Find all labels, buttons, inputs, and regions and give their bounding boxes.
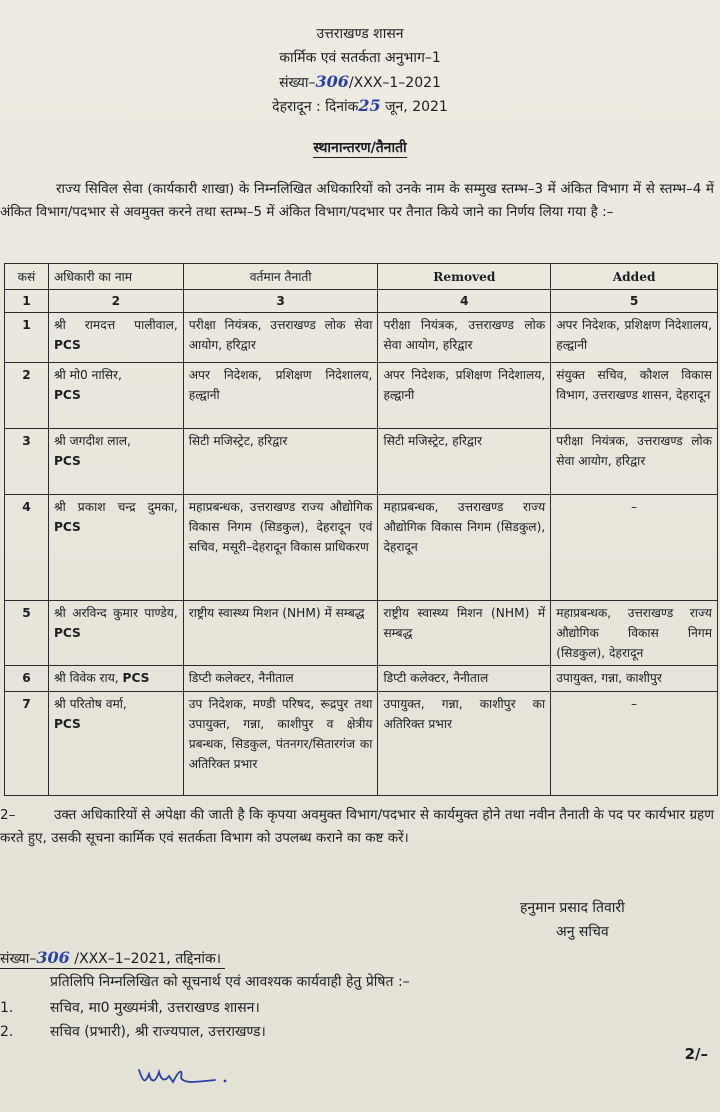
- current-posting: महाप्रबन्धक, उत्तराखण्ड राज्य औद्योगिक विकास निगम (सिडकुल), देहरादून एवं सचिव, मसूरी–देहरादून विकास प्राधिकरण: [183, 495, 378, 601]
- copy-ref-prefix: संख्या–: [0, 951, 37, 967]
- column-number: 1: [5, 290, 49, 313]
- officer-name-text: श्री विवेक राय,: [53, 671, 119, 685]
- added-to: अपर निदेशक, प्रशिक्षण निदेशालय, हल्द्वानी: [551, 313, 718, 363]
- officer-name-text: श्री मो0 नासिर,: [53, 368, 122, 382]
- handwritten-date-day: 25: [358, 96, 381, 115]
- added-to: –: [551, 692, 718, 796]
- table-row: [5, 666, 718, 692]
- row-serial: 6: [5, 666, 49, 692]
- second-paragraph-text: उक्त अधिकारियों से अपेक्षा की जाती है कि कृपया अवमुक्त विभाग/पदभार से कार्यमुक्त होने तथा नवीन तैनाती के पद पर कार्यभार ग्रहण करते हुए, उसकी सूचना कार्मिक एवं सतर्कता विभाग को उपलब्ध कराने का कष्ट करें।: [0, 807, 714, 846]
- column-number: 3: [183, 290, 378, 313]
- added-to: महाप्रबन्धक, उत्तराखण्ड राज्य औद्योगिक विकास निगम (सिडकुल), देहरादून: [551, 601, 718, 666]
- current-posting: अपर निदेशक, प्रशिक्षण निदेशालय, हल्द्वानी: [183, 363, 378, 429]
- row-serial: 3: [5, 429, 49, 495]
- copy-intro: प्रतिलिपि निम्नलिखित को सूचनार्थ एवं आवश्यक कार्यवाही हेतु प्रेषित :–: [50, 974, 410, 990]
- handwritten-initials-signature: [135, 1060, 235, 1090]
- current-posting: डिप्टी कलेक्टर, नैनीताल: [183, 666, 378, 692]
- transfer-table: [4, 263, 718, 796]
- table-row: [5, 495, 718, 601]
- current-posting: राष्ट्रीय स्वास्थ्य मिशन (NHM) में सम्बद्ध: [183, 601, 378, 666]
- added-to: संयुक्त सचिव, कौशल विकास विभाग, उत्तराखण्ड शासन, देहरादून: [551, 363, 718, 429]
- page-continuation-marker: 2/–: [684, 1045, 708, 1063]
- place-date: [0, 96, 720, 116]
- copy-reference: [0, 948, 225, 969]
- officer-cadre: PCS: [53, 388, 81, 402]
- row-serial: 4: [5, 495, 49, 601]
- officer-name-text: श्री परितोष वर्मा,: [53, 697, 127, 711]
- table-row: [5, 429, 718, 495]
- officer-name-text: श्री रामदत्त पालीवाल,: [53, 318, 178, 332]
- officer-cadre: PCS: [53, 454, 81, 468]
- officer-name: [48, 313, 183, 363]
- officer-cadre: PCS: [53, 338, 81, 352]
- header-current-posting: वर्तमान तैनाती: [183, 264, 378, 290]
- removed-from: राष्ट्रीय स्वास्थ्य मिशन (NHM) में सम्बद्ध: [378, 601, 551, 666]
- added-to: उपायुक्त, गन्ना, काशीपुर: [551, 666, 718, 692]
- table-row: [5, 601, 718, 666]
- signatory-name: हनुमान प्रसाद तिवारी: [520, 900, 625, 916]
- paragraph-number: 2–: [0, 807, 16, 823]
- header-officer-name: अधिकारी का नाम: [48, 264, 183, 290]
- row-serial: 1: [5, 313, 49, 363]
- table-row: [5, 313, 718, 363]
- second-paragraph: [0, 804, 714, 850]
- officer-name: [48, 429, 183, 495]
- added-to: –: [551, 495, 718, 601]
- added-to: परीक्षा नियंत्रक, उत्तराखण्ड लोक सेवा आयोग, हरिद्वार: [551, 429, 718, 495]
- table-header-row: [5, 264, 718, 290]
- officer-cadre: PCS: [53, 717, 81, 731]
- intro-paragraph: राज्य सिविल सेवा (कार्यकारी शाखा) के निम्नलिखित अधिकारियों को उनके नाम के सम्मुख स्तम्भ–3 में अंकित विभाग में से स्तम्भ–4 में अंकित विभाग/पदभार से अवमुक्त करने तथा स्तम्भ–5 में अंकित विभाग/पदभार पर तैनात किये जाने का निर्णय लिया गया है :–: [0, 181, 714, 220]
- reference-suffix: /XXX–1–2021: [348, 75, 441, 91]
- column-number: 4: [378, 290, 551, 313]
- table-row: [5, 363, 718, 429]
- subject-heading: [0, 138, 720, 157]
- officer-name: [48, 363, 183, 429]
- row-serial: 7: [5, 692, 49, 796]
- officer-cadre: PCS: [53, 626, 81, 640]
- current-posting: उप निदेशक, मण्डी परिषद, रूद्रपुर तथा उपायुक्त, गन्ना, काशीपुर व क्षेत्रीय प्रबन्धक, सिडकुल, पंतनगर/सितारगंज का अतिरिक्त प्रभार: [183, 692, 378, 796]
- date-suffix: जून, 2021: [380, 99, 448, 115]
- removed-from: उपायुक्त, गन्ना, काशीपुर का अतिरिक्त प्रभार: [378, 692, 551, 796]
- copy-list-number: 2.: [0, 1024, 14, 1040]
- column-number: 5: [551, 290, 718, 313]
- current-posting: परीक्षा नियंत्रक, उत्तराखण्ड लोक सेवा आयोग, हरिद्वार: [183, 313, 378, 363]
- date-prefix: देहरादून : दिनांक: [272, 99, 359, 115]
- row-serial: 5: [5, 601, 49, 666]
- officer-cadre: PCS: [122, 671, 150, 685]
- signatory-designation: अनु सचिव: [556, 924, 609, 940]
- reference-number: [0, 72, 720, 92]
- header-removed: Removed: [378, 264, 551, 290]
- officer-name: [48, 495, 183, 601]
- officer-name: [48, 666, 183, 692]
- removed-from: सिटी मजिस्ट्रेट, हरिद्वार: [378, 429, 551, 495]
- copy-ref-suffix: /XXX–1–2021, तद्दिनांक।: [69, 951, 222, 967]
- section-heading: कार्मिक एवं सतर्कता अनुभाग–1: [279, 50, 441, 66]
- table-row: [5, 692, 718, 796]
- handwritten-copy-ref-number: 306: [36, 948, 70, 967]
- govt-heading: उत्तराखण्ड शासन: [316, 26, 404, 42]
- officer-name: [48, 601, 183, 666]
- removed-from: अपर निदेशक, प्रशिक्षण निदेशालय, हल्द्वानी: [378, 363, 551, 429]
- officer-name-text: श्री जगदीश लाल,: [53, 434, 131, 448]
- reference-prefix: संख्या–: [279, 75, 316, 91]
- officer-name-text: श्री अरविन्द कुमार पाण्डेय,: [53, 606, 178, 620]
- officer-cadre: PCS: [53, 520, 81, 534]
- officer-name-text: श्री प्रकाश चन्द्र दुमका,: [53, 500, 178, 514]
- officer-name: [48, 692, 183, 796]
- header-serial: कसं: [5, 264, 49, 290]
- copy-list-text: सचिव (प्रभारी), श्री राज्यपाल, उत्तराखण्ड।: [50, 1024, 266, 1040]
- copy-list-number: 1.: [0, 1000, 14, 1016]
- copy-list-text: सचिव, मा0 मुख्यमंत्री, उत्तराखण्ड शासन।: [50, 1000, 260, 1016]
- removed-from: महाप्रबन्धक, उत्तराखण्ड राज्य औद्योगिक विकास निगम (सिडकुल), देहरादून: [378, 495, 551, 601]
- row-serial: 2: [5, 363, 49, 429]
- subject-text: स्थानान्तरण/तैनाती: [313, 140, 407, 156]
- handwritten-reference-number: 306: [315, 72, 349, 91]
- column-number: 2: [48, 290, 183, 313]
- copy-list-item: [0, 1022, 266, 1041]
- current-posting: सिटी मजिस्ट्रेट, हरिद्वार: [183, 429, 378, 495]
- header-added: Added: [551, 264, 718, 290]
- removed-from: डिप्टी कलेक्टर, नैनीताल: [378, 666, 551, 692]
- column-number-row: [5, 290, 718, 313]
- removed-from: परीक्षा नियंत्रक, उत्तराखण्ड लोक सेवा आयोग, हरिद्वार: [378, 313, 551, 363]
- copy-list-item: [0, 998, 260, 1017]
